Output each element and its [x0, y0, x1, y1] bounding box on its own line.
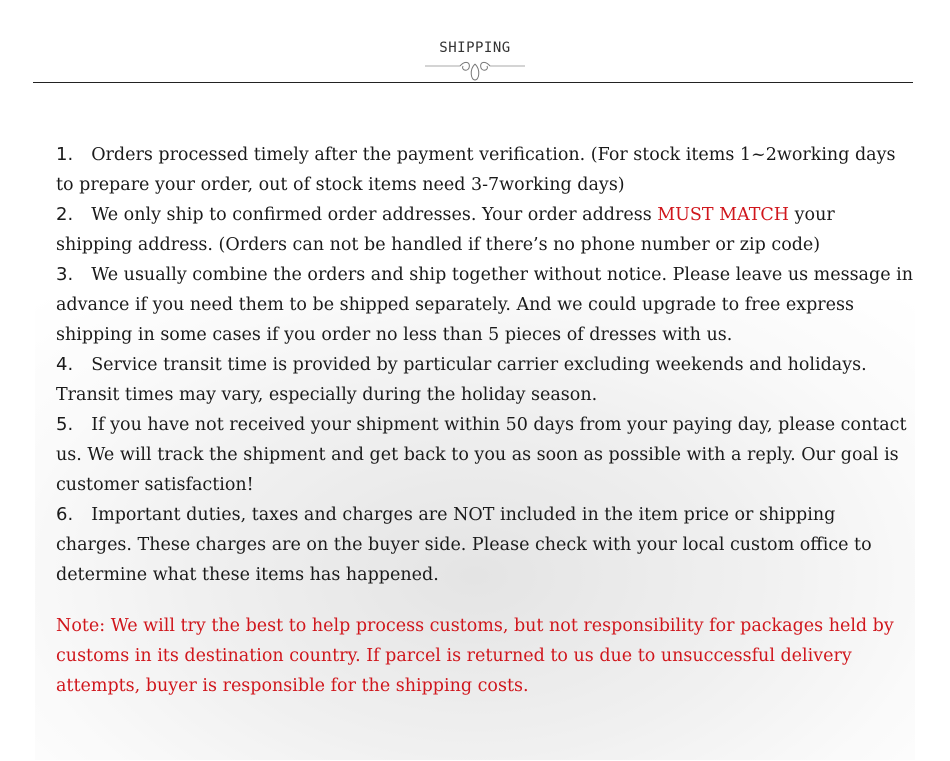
ornament-divider-icon: [425, 58, 525, 82]
policy-item-3: 3. We usually combine the orders and ship together without notice. Please leave us message in advance if you need them to be shipped separately. And we could upgrade to free express shipping in some cases if you order no less than 5 pieces of dresses with us.: [56, 264, 913, 345]
shipping-policy-list: [56, 140, 916, 590]
policy-item-1: 1. Orders processed timely after the payment verification. (For stock items 1~2working days to prepare your order, out of stock items need 3-7working days): [56, 144, 896, 195]
policy-item-5: 5. If you have not received your shipment within 50 days from your paying day, please contact us. We will track the shipment and get back to you as soon as possible with a reply. Our goal is customer satisfaction!: [56, 414, 907, 495]
must-match-highlight: MUST MATCH: [657, 205, 790, 225]
header-divider: [33, 82, 913, 83]
customs-note: Note: We will try the best to help process customs, but not responsibility for packages held by customs in its destination country. If parcel is returned to us due to unsuccessful delivery attempts, buyer is responsible for the shipping costs.: [56, 616, 894, 696]
policy-item-4: 4. Service transit time is provided by particular carrier excluding weekends and holidays. Transit times may vary, especially during the holiday season.: [56, 354, 867, 405]
policy-item-6: 6. Important duties, taxes and charges are NOT included in the item price or shipping charges. These charges are on the buyer side. Please check with your local custom office to determine what these items has happened.: [56, 504, 872, 585]
policy-item-2: 2. We only ship to confirmed order addresses. Your order address MUST MATCH your shipping address. (Orders can not be handled if there’s no phone number or zip code): [56, 204, 835, 255]
section-title: SHIPPING: [439, 40, 511, 56]
